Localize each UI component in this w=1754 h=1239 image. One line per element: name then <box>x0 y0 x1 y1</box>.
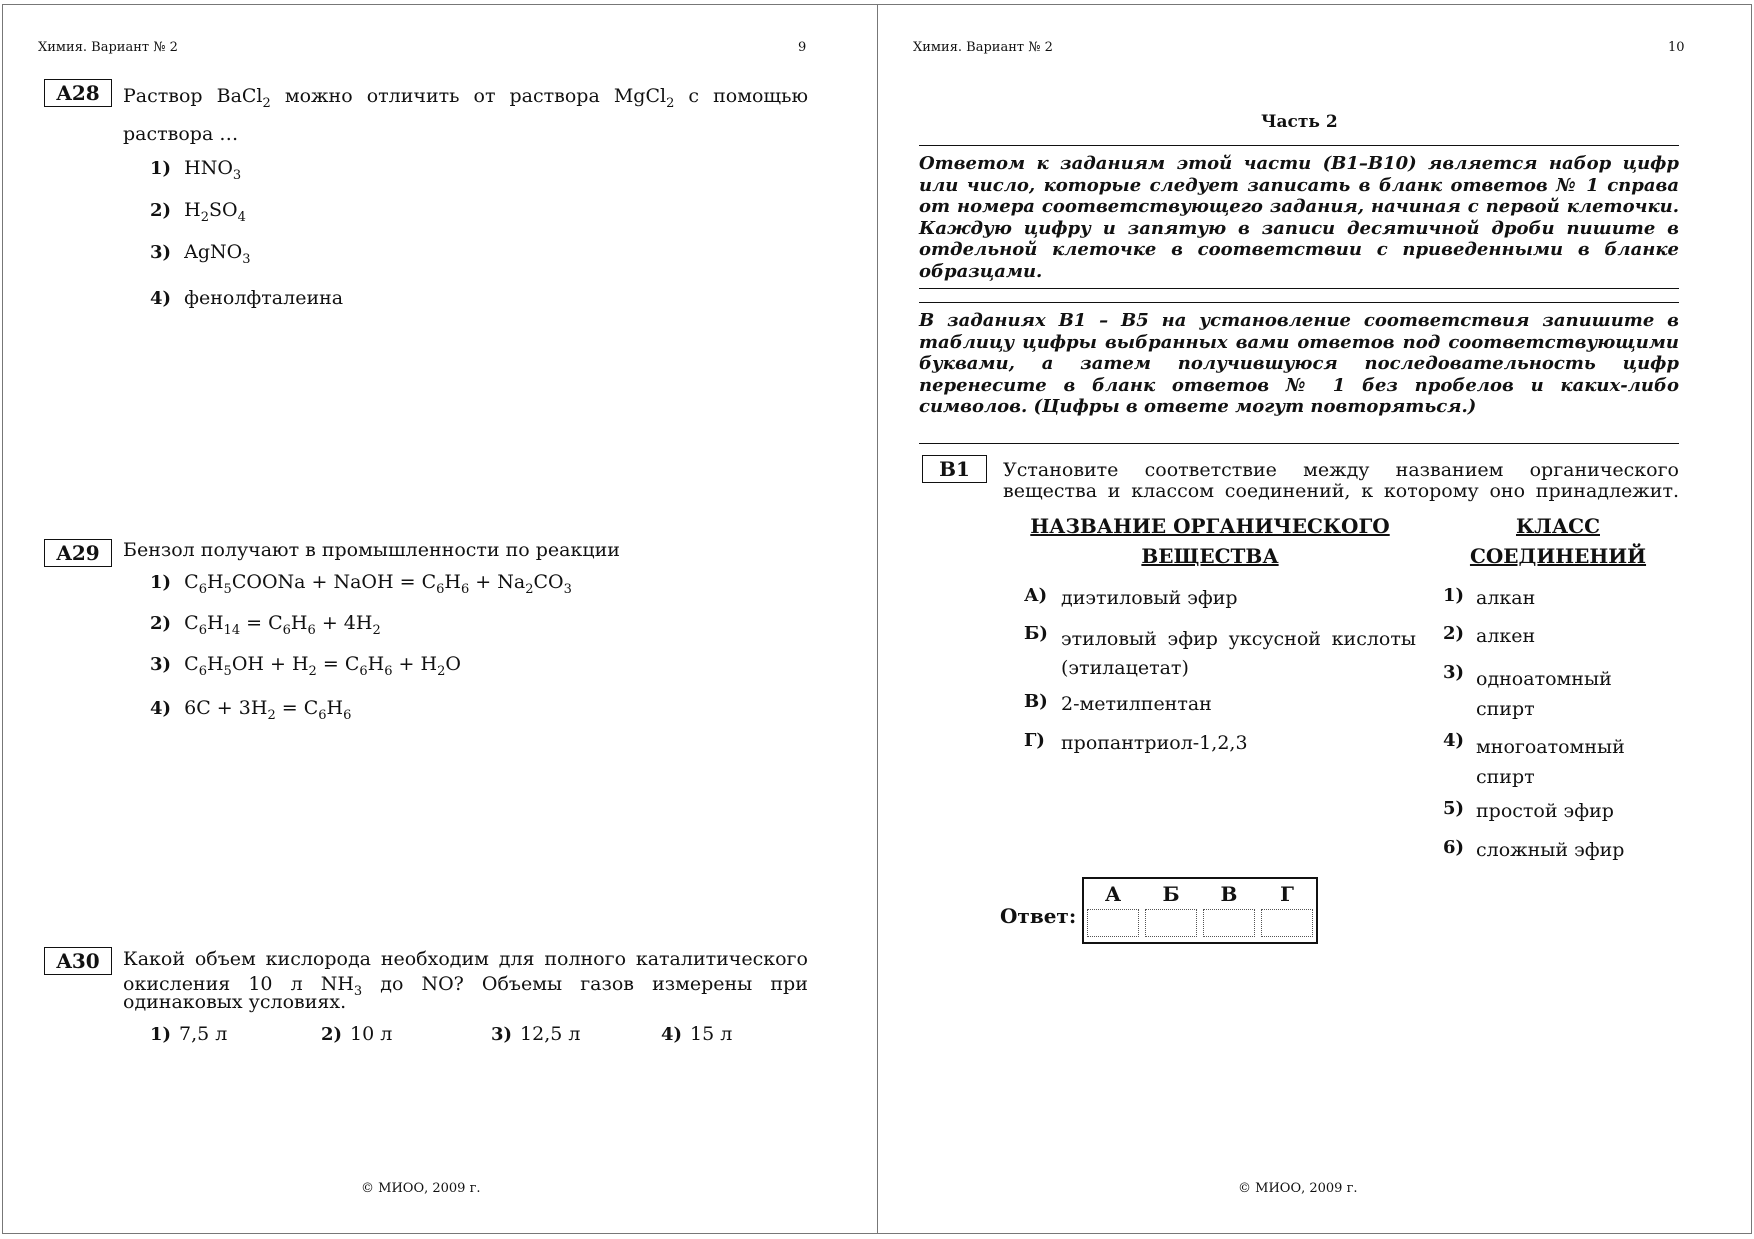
substance-item-v: В) <box>1024 691 1048 712</box>
question-b1-text: Установите соответствие между названием органического вещества и классом соединений, к которому оно принадлежит. <box>1003 459 1679 502</box>
substance-item-b: Б) <box>1024 623 1048 644</box>
divider <box>919 302 1679 303</box>
question-a30-line1: Какой объем кислорода необходим для полного каталитического <box>123 948 808 970</box>
question-label-b1: В1 <box>922 455 987 483</box>
option-a28-2[interactable]: 2) $H_2SO_4$ <box>150 199 246 225</box>
answer-cell-b[interactable] <box>1145 909 1197 937</box>
answer-letter-a: А <box>1104 882 1122 906</box>
part-title: Часть 2 <box>1261 112 1338 132</box>
word: Раствор <box>123 85 203 107</box>
class-item-2: 2) <box>1443 623 1465 644</box>
answer-letter-b: Б <box>1162 882 1180 906</box>
question-a28-line2: раствора … <box>123 123 239 145</box>
question-label-a29: A29 <box>44 539 112 567</box>
divider <box>919 288 1679 289</box>
question-a30-line2: окисления 10 л $NH_3$ до NO? Объемы газов измерены при <box>123 973 808 999</box>
page-number: 10 <box>1668 40 1685 55</box>
question-a30-line3: одинаковых условиях. <box>123 991 347 1013</box>
answer-cell-a[interactable] <box>1087 909 1139 937</box>
substance-text-b: этиловый эфир уксусной кислоты (этилацетат) <box>1061 628 1416 679</box>
question-a28-line1 <box>123 85 808 111</box>
class-text-6: сложный эфир <box>1476 839 1625 861</box>
page-header: Химия. Вариант № 2 <box>38 40 178 55</box>
page-header: Химия. Вариант № 2 <box>913 40 1053 55</box>
word: раствора <box>509 85 600 107</box>
answer-letter-v: В <box>1220 882 1238 906</box>
answer-table <box>1082 877 1318 944</box>
question-label-a30: A30 <box>44 947 112 975</box>
substance-text-g: пропантриол-1,2,3 <box>1061 732 1248 754</box>
class-text-5: простой эфир <box>1476 800 1614 822</box>
answer-label: Ответ: <box>1000 904 1077 928</box>
answer-letter-g: Г <box>1280 882 1294 906</box>
substance-item-a: А) <box>1024 585 1048 606</box>
class-text-1: алкан <box>1476 587 1536 609</box>
instruction-part2: Ответом к заданиям этой части (В1–В10) является набор цифр или число, которые следует записать в бланк ответов № 1 справа от номера соответствующего задания, начиная с первой клеточки. Каждую цифру и запятую в записи десятичной дроби пишите в отдельной клеточке в соответствии с приведенными в бланке образцами. <box>919 153 1679 282</box>
option-a30-2[interactable]: 2) 10 л <box>321 1023 393 1045</box>
option-a29-3[interactable]: 3) $C_6H_5OH + H_2 = C_6H_6 + H_2O$ <box>150 653 461 679</box>
class-item-1: 1) <box>1443 585 1465 606</box>
class-text-4: многоатомный спирт <box>1476 736 1625 788</box>
instruction-matching: В заданиях В1 – В5 на установление соответствия запишите в таблицу цифры выбранных вами ответов под соответствующими буквами, а затем получившуюся последовательность цифр перенесите в бланк ответов № 1 без пробелов и каких-либо символов. (Цифры в ответе могут повторяться.) <box>919 310 1679 417</box>
word: можно <box>284 85 353 107</box>
option-a28-3[interactable]: 3) AgNO$_3$ <box>150 241 251 267</box>
right-page <box>877 4 1752 1234</box>
answer-cell-v[interactable] <box>1203 909 1255 937</box>
answer-cell-g[interactable] <box>1261 909 1313 937</box>
question-a29-text: Бензол получают в промышленности по реакции <box>123 539 620 561</box>
word: от <box>473 85 496 107</box>
formula-nh3: $NH_3$ <box>320 973 363 999</box>
option-a29-2[interactable]: 2) $C_6H_{14} = C_6H_6 + 4H_2$ <box>150 612 381 638</box>
option-a28-1[interactable]: 1) $HNO_3$ <box>150 157 242 183</box>
substance-text-a: диэтиловый эфир <box>1061 587 1238 609</box>
option-a29-1[interactable]: 1) $C_6H_5COONa$ + NaOH = $C_6H_6 + Na_2CO_3$ <box>150 571 572 597</box>
page-number: 9 <box>798 40 807 55</box>
left-page <box>2 4 878 1234</box>
page-footer: © МИОО, 2009 г. <box>1238 1181 1358 1196</box>
divider <box>919 443 1679 444</box>
class-text-2: алкен <box>1476 625 1536 647</box>
option-a30-3[interactable]: 3) 12,5 л <box>491 1023 581 1045</box>
substance-item-g: Г) <box>1024 730 1045 751</box>
class-item-4: 4) <box>1443 730 1465 751</box>
class-item-6: 6) <box>1443 837 1465 858</box>
option-a29-4[interactable]: 4) $6C + 3H_2 = C_6H_6$ <box>150 697 352 723</box>
option-a28-4[interactable]: 4) фенолфталеина <box>150 287 344 309</box>
word: помощью <box>713 85 808 107</box>
formula-mgcl2: MgCl$_2$ <box>613 85 675 111</box>
column-header-class: КЛАСС СОЕДИНЕНИЙ <box>1469 514 1647 568</box>
word: отличить <box>366 85 460 107</box>
option-a30-4[interactable]: 4) 15 л <box>661 1023 733 1045</box>
column-header-substance: НАЗВАНИЕ ОРГАНИЧЕСКОГО ВЕЩЕСТВА <box>1030 514 1390 568</box>
option-a30-1[interactable]: 1) 7,5 л <box>150 1023 228 1045</box>
substance-text-v: 2-метилпентан <box>1061 693 1212 715</box>
formula-bacl2: BaCl$_2$ <box>216 85 271 111</box>
word: с <box>688 85 700 107</box>
divider <box>919 145 1679 146</box>
class-text-3: одноатомный спирт <box>1476 668 1612 720</box>
page-footer: © МИОО, 2009 г. <box>361 1181 481 1196</box>
class-item-3: 3) <box>1443 662 1465 683</box>
question-label-a28: A28 <box>44 79 112 107</box>
class-item-5: 5) <box>1443 798 1465 819</box>
